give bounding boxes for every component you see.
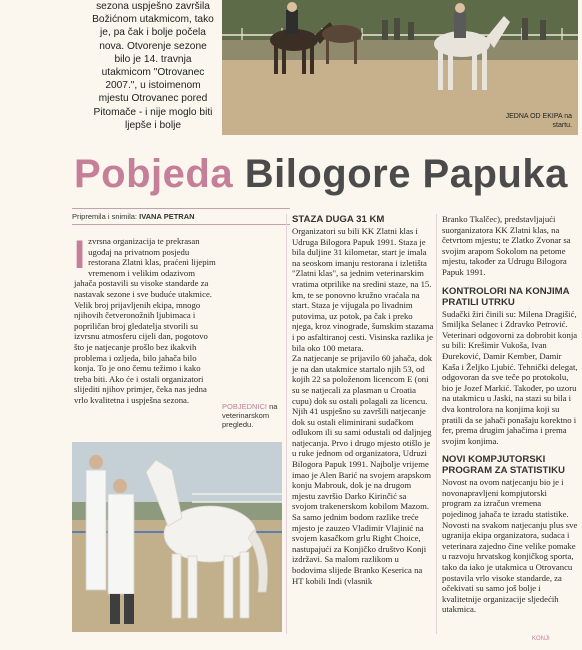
- column-divider-2: [436, 214, 437, 634]
- column-3-text-2: Sudački žiri činili su: Milena Dragišić, Smiljka Selanec i Zdravko Petrović. Veterinari odgovorni za dobrobit konja su bili: Krešimir Vukoša, Ivan Đureković, Damir Kember, Damir Kaša i Željko Ljubić. Tehnički delegat, odgovoran da sve teče po protokolu, bio je Jozef Markić. Također, po uzoru na utakmicu u Jaski, na stazi su bila i dva kontrolora na konjima koji su pratili da se jahači ponašaju korektno i fer, prema drugim jahačima i prema svojim konjima.: [442, 308, 578, 446]
- column-2: [292, 214, 434, 586]
- column-divider-1: [286, 214, 287, 634]
- side-caption-highlight: POBJEDNICI: [222, 402, 268, 411]
- column-2-text: Organizatori su bili KK Zlatni klas i Udruga Bilogora Papuk 1991. Staza je bila duljine 31 kilometar, start je imala na seoskom imanju restorana i izletišta "Zlatni klas", sa jednim veterinarskim vratima otprilike na sredini staze, na 15. km, te se ponovno kružno vraćala na start. Staza je vijugala po livadnim putovima, uz potok, pa čak i preko njega, kroz vinograde, šumskim stazama i po asfaltiranoj cesti. Visinska razlika je bila oko 100 metara.: [292, 226, 434, 353]
- column-3: [442, 214, 578, 615]
- byline-rule-bottom: [72, 224, 290, 225]
- headline-part-1: Pobjeda: [74, 152, 234, 196]
- drop-cap: I: [74, 233, 86, 277]
- photo-caption-top: JEDNA OD EKIPA na startu.: [505, 113, 572, 129]
- intro-top-text: sezona uspješno završila Božićnom utakmicom, tako je, pa čak i bolje počela nova. Otvorenje sezone bilo je 14. travnja utakmicom "Otrovanec 2007.", u istoimenom mjestu Otrovanec pored Pitomače - i nije moglo biti ljepše i bolje: [92, 1, 214, 131]
- headline-part-2: Bilogore Papuka: [244, 152, 568, 196]
- byline: [72, 212, 195, 221]
- side-caption-text: na veterinarskom pregledu.: [222, 402, 278, 429]
- byline-label: Pripremila i snimila:: [72, 212, 138, 221]
- column-1-text: zvrsna organizacija te prekrasan ugođaj na privatnom posjedu restorana Zlatni klas, praćeni lijepim vremenom i velikim odazivom jahača postavili su visoke standarde za nastavak sezone i sve buduće utakmice. Velik broj prijavljenih ekipa, mnogo njihovih četveronožnih ljubimaca i popriličan broj gledatelja stvorili su izvrsnu atmosferu cijeli dan, pogotovo što je natjecanje prošlo bez ikakvih problema i ozljeda, bilo jahača bilo konja. To je ono čemu težimo i kako treba biti. Ako će i ostali organizatori slijediti njihov primjer, čeka nas jedna vrlo kvalitetna i uspješna sezona.: [74, 236, 216, 405]
- byline-rule: [72, 208, 290, 209]
- article-headline: [74, 152, 568, 197]
- vet-check-photo: [72, 442, 282, 632]
- column-3-text: Branko Tkalčec), predstavljajući suorganizatora KK Zlatni klas, na četvrtom mjestu; te Zlatko Zvonar sa svojim arapom Sokolom na petome mjestu, također za Udrugu Bilogora Papuk 1991.: [442, 214, 571, 277]
- section-heading-kompjutorski: NOVI KOMPJUTORSKI PROGRAM ZA STATISTIKU: [442, 454, 565, 477]
- page-footer-label: KONJI: [532, 636, 550, 642]
- column-2-text-2: Za natjecanje se prijavilo 60 jahača, dok je na dan utakmice startalo njih 53, od kojih 22 sa položenom licencom E (oni su se natjecali za plasman u Croatia cupu) dok su ostali polagali za licencu. Njih 41 uspješno su završili natjecanje dok su ostali eliminirani sudačkom odlukom ili su sami odustali od daljnjeg natjecanja. Prvo i drugo mjesto otišlo je u ruke jednom od organizatora, Udruzi Bilogora Papuk 1991. Najbolje vrijeme imao je Alen Barić na svojem arapskom konju Mabrouk, dok je na drugom mjestu završio Darko Kirinčić sa svojom trakenerskom kobilom Mazom. Sa samo jednim bodom razlike treće mjesto je zauzeo Vladimir Vlajinić na svojem kasačkom grlu Right Choice, nastupajući za Konjičko društvo Konji izdržavi. Sa malom razlikom u bodovima slijede Branko Keserica na HT kobili Indi (vlasnik: [292, 353, 433, 586]
- byline-name: IVANA PETRAN: [139, 212, 195, 221]
- section-heading-staza: STAZA DUGA 31 KM: [292, 214, 385, 225]
- side-caption: [222, 402, 282, 429]
- column-3-text-3: Novost na ovom natjecanju bio je i novonapravljeni kompjutorski program za izračun vremena pojedinog jahača te izradu statistike. Novosti na svakom natjecanju plus sve ugranija ekipa organizatora, sudaca i veterinara zajedno čine velike pomake u razvoju hrvatskog konjičkog sporta, tako da iako je utakmica u Otrovancu postavila vrlo visoke standarde, za očekivati su samo još bolje i kvalitetnije organizacije sljedećih utakmica.: [442, 477, 578, 615]
- vet-photo-illustration: [72, 442, 282, 632]
- column-1: [74, 233, 218, 406]
- section-heading-kontrolori: KONTROLORI NA KONJIMA PRATILI UTRKU: [442, 285, 570, 308]
